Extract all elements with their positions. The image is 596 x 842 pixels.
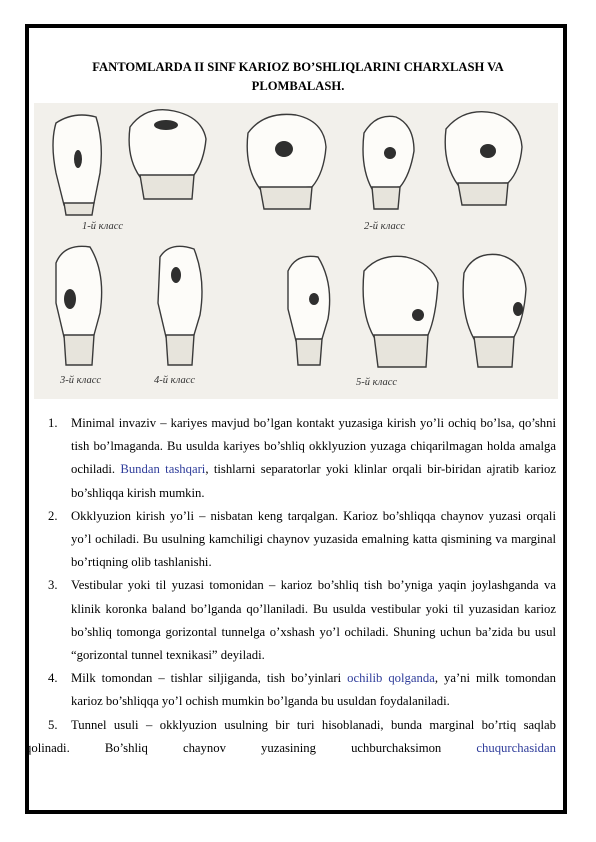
caption-class-5: 5-й класс: [356, 377, 398, 388]
list-item-text: Vestibular yoki til yuzasi tomonidan – karioz bo’shliq tish bo’yniga yaqin joylashganda va klinik koronka baland bo’lganda qo’llaniladi. Bu usulda vestibular yoki til yuzasidan karioz bo’shliq tomonga gorizontal tunnelga o’xshash yo’l ochiladi. Shuning uchun ba’zida bu usul “gorizontal tunnel texnikasi” deyiladi.: [71, 578, 556, 663]
caption-class-1: 1-й класс: [82, 221, 124, 232]
list-item-1: [48, 412, 556, 505]
text-part: Milk tomondan – tishlar siljiganda, tish bo’yinlari: [71, 671, 348, 686]
caption-class-4: 4-й класс: [154, 375, 196, 386]
list-number: 2.: [48, 508, 58, 523]
text-part: Tunnel usuli – okklyuzion usulning bir turi hisoblanadi, bunda marginal bo’rtiq saqlab qolinadi. Bo’shliq chaynov yuzasining uchburchaksimon: [25, 717, 556, 755]
link-ochilib-qolganda[interactable]: ochilib qolganda: [347, 671, 435, 686]
list-number: 4.: [48, 671, 58, 686]
text-part: , tishlarni separatorlar yoki klinlar orqali bir-biridan ajratib karioz bo’shliqqa kirish mumkin.: [71, 462, 556, 500]
list-item-text: [71, 667, 556, 713]
list-number: 3.: [48, 578, 58, 593]
tooth-3: [56, 246, 102, 365]
caption-class-2: 2-й класс: [364, 221, 406, 232]
numbered-list: [25, 412, 556, 760]
text-part: Minimal invaziv – kariyes mavjud bo’lgan kontakt yuzasiga kirish yo’li ochiq bo’lsa, qo’shni tish bo’lmaganda. Bu usulda kariyes bo’shliq okklyuzion yuzaga chiqarilmagan holda amalga ochiladi.: [71, 416, 556, 477]
list-item-4: [48, 667, 556, 713]
tooth-2a: [247, 114, 326, 209]
link-bundan-tashqari[interactable]: Bundan tashqari: [120, 462, 206, 477]
title-line-2: PLOMBALASH.: [251, 79, 345, 93]
list-number: 5.: [48, 717, 58, 732]
tooth-4: [158, 246, 202, 365]
list-number: 1.: [48, 416, 58, 430]
text-part: , ya’ni milk tomondan karioz bo’shliqqa yo’l ochish mumkin bo’lganda bu usuldan foydalaniladi.: [71, 671, 556, 709]
list-item-text: Okklyuzion kirish yo’li – nisbatan keng tarqalgan. Karioz bo’shliqqa chaynov yuzasi orqali yo’l ochiladi. Bu usulning kamchiligi chaynov yuzasida emalning katta qismining va marginal bo’rtiqning olib tashlanishi.: [71, 508, 556, 570]
tooth-5a: [288, 256, 330, 365]
teeth-drawing: [34, 103, 558, 399]
page-title: [40, 58, 556, 96]
tooth-2b: [363, 116, 414, 209]
list-item-text: [25, 714, 556, 760]
list-item-2: [48, 505, 556, 575]
teeth-illustration: [34, 103, 558, 399]
list-item-text: [71, 412, 556, 505]
list-item-3: [48, 574, 556, 667]
link-chuqurchasidan[interactable]: chuqurchasidan: [476, 740, 556, 755]
list-item-5: [25, 714, 556, 760]
tooth-2c: [445, 112, 522, 205]
tooth-5b: [363, 256, 438, 367]
caption-class-3: 3-й класс: [60, 375, 102, 386]
title-line-1: FANTOMLARDA II SINF KARIOZ BO’SHLIQLARINI CHARXLASH VA: [92, 60, 504, 74]
